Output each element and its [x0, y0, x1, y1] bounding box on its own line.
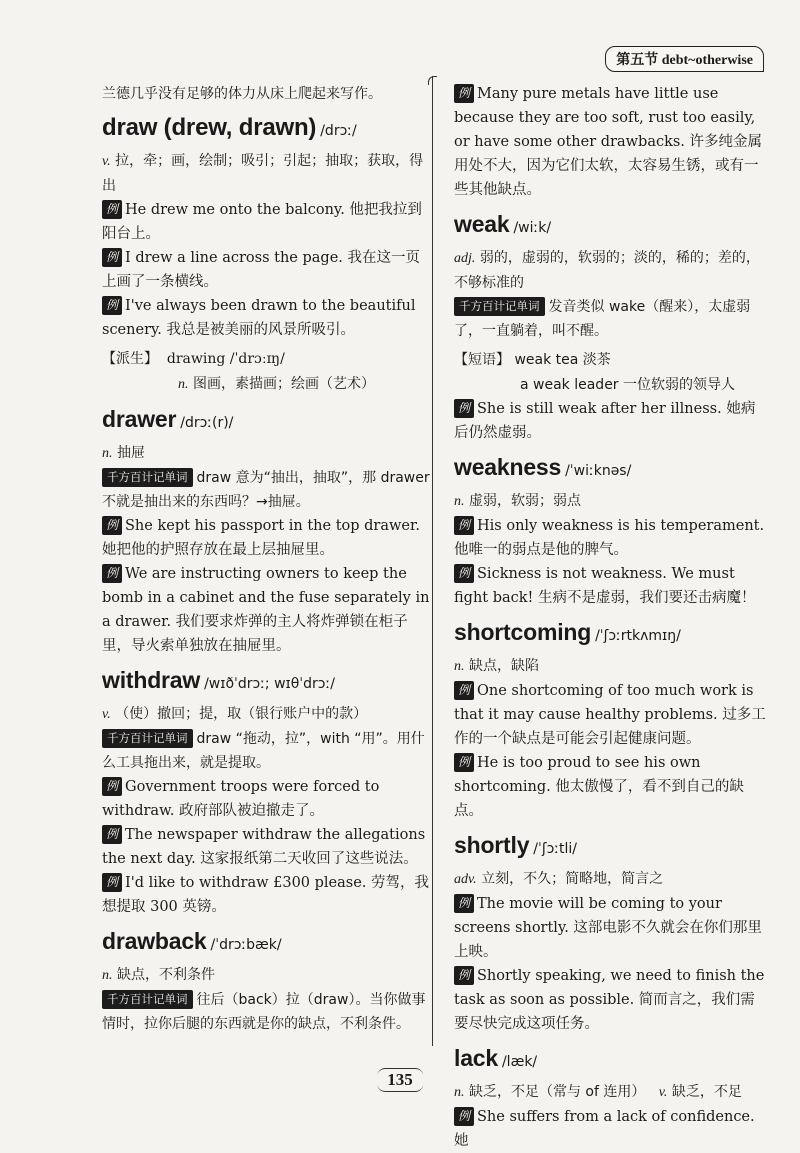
example-icon: 例 — [454, 399, 474, 418]
example: 例 One shortcoming of too much work is that it may cause healthy problems. 过多工作的一个缺点是可能会引起健康问题。 — [454, 683, 766, 747]
memory-tag-icon: 千方百计记单词 — [102, 468, 193, 487]
memory-tip: 千方百计记单词 draw “拖动，拉”，with “用”。用什么工具拖出来，就是提取。 — [102, 731, 425, 771]
example: 例 I'd like to withdraw £300 please. 劳驾，我想提取 300 英镑。 — [102, 875, 430, 915]
entry-withdraw-head — [102, 664, 432, 700]
headword: drawback — [102, 928, 207, 954]
example: 例 She is still weak after her illness. 她病后仍然虚弱。 — [454, 401, 756, 441]
derivative-label: 【派生】 — [102, 351, 158, 367]
definition: n. 虚弱，软弱；弱点 — [454, 493, 581, 509]
example-icon: 例 — [454, 894, 474, 913]
entry-shortcoming-head — [454, 616, 766, 652]
headword: shortly — [454, 832, 530, 858]
headword: draw (drew, drawn) — [102, 114, 317, 141]
memory-tag-icon: 千方百计记单词 — [454, 297, 545, 316]
memory-tip: 千方百计记单词 发音类似 wake（醒来），太虚弱了，一直躺着，叫不醒。 — [454, 299, 751, 339]
entry-shortly-head — [454, 829, 766, 865]
entry-drawback-head — [102, 925, 432, 961]
entry-weak-head — [454, 208, 766, 244]
memory-tip: 千方百计记单词 往后（back）拉（draw）。当你做事情时，拉你后腿的东西就是你的缺点，不利条件。 — [102, 992, 426, 1032]
example-icon: 例 — [454, 564, 474, 583]
pronunciation: /drɔː/ — [320, 123, 357, 139]
example: 例 He drew me onto the balcony. 他把我拉到阳台上。 — [102, 202, 422, 242]
derivative — [102, 346, 432, 372]
derivative-word: drawing /ˈdrɔːɪŋ/ — [166, 351, 285, 367]
headword: shortcoming — [454, 619, 592, 645]
page-number: 135 — [377, 1068, 423, 1092]
pronunciation: /ˈʃɔːtli/ — [533, 841, 577, 857]
example-icon: 例 — [102, 777, 122, 796]
example: 例 Sickness is not weakness. We must fight back! 生病不是虚弱，我们要还击病魔！ — [454, 566, 756, 606]
phrase-label: 【短语】 — [454, 352, 510, 368]
example-icon: 例 — [102, 873, 122, 892]
entry-draw-head — [102, 112, 432, 147]
entry-drawer-head — [102, 403, 432, 439]
part-of-speech: v. — [102, 154, 111, 169]
example-icon: 例 — [454, 966, 474, 985]
pronunciation: /ˈwiːknəs/ — [565, 463, 632, 479]
headword: withdraw — [102, 667, 201, 693]
example-icon: 例 — [454, 516, 474, 535]
definition: n. 缺乏，不足（常与 of 连用） v. 缺乏，不足 — [454, 1084, 742, 1100]
column-divider — [432, 76, 433, 1046]
derivative-definition: n. 图画，素描画；绘画（艺术） — [178, 376, 375, 392]
example-icon: 例 — [454, 753, 474, 772]
memory-tag-icon: 千方百计记单词 — [102, 729, 193, 748]
example-icon: 例 — [102, 200, 122, 219]
example: 例 I've always been drawn to the beautiful scenery. 我总是被美丽的风景所吸引。 — [102, 298, 416, 338]
example: 例 She suffers from a lack of confidence. 她 — [454, 1109, 755, 1149]
definition: v. 拉，牵；画，绘制；吸引；引起；抽取；获取，得出 — [102, 153, 424, 194]
pronunciation: /wiːk/ — [513, 220, 552, 236]
example-icon: 例 — [454, 84, 474, 103]
phrase-item: a weak leader 一位软弱的领导人 — [520, 377, 736, 393]
headword: lack — [454, 1045, 498, 1071]
definition: n. 缺点，不利条件 — [102, 967, 215, 983]
pronunciation: /læk/ — [501, 1054, 538, 1070]
example-icon: 例 — [102, 825, 122, 844]
example: 例 We are instructing owners to keep the bomb in a cabinet and the fuse separately in a drawer. 我们要求炸弹的主人将炸弹锁在柜子里，导火索单独放在抽屉里。 — [102, 566, 430, 654]
headword: drawer — [102, 406, 177, 432]
continued-sentence: 兰德几乎没有足够的体力从床上爬起来写作。 — [102, 86, 382, 102]
memory-tip: 千方百计记单词 draw 意为“抽出，抽取”，那 drawer 不就是抽出来的东西吗？→抽屉。 — [102, 470, 430, 510]
left-column — [102, 82, 432, 1036]
example: 例 His only weakness is his temperament. 他唯一的弱点是他的脾气。 — [454, 518, 765, 558]
example-icon: 例 — [454, 681, 474, 700]
phrases: 【短语】 weak tea 淡茶 — [454, 352, 611, 368]
example: 例 Shortly speaking, we need to finish the task as soon as possible. 简而言之，我们需要尽快完成这项任务。 — [454, 968, 765, 1032]
example-icon: 例 — [102, 248, 122, 267]
entry-lack-head — [454, 1042, 766, 1078]
example: 例 Many pure metals have little use because they are too soft, rust too easily, or have some other drawbacks. 许多纯金属用处不大，因为它们太软，太容易生锈，或有一些其他缺点。 — [454, 86, 763, 198]
example-icon: 例 — [102, 296, 122, 315]
right-column — [454, 82, 766, 1153]
pronunciation: /ˈdrɔːbæk/ — [210, 937, 282, 953]
pronunciation: /ˈʃɔːrtkʌmɪŋ/ — [595, 628, 681, 644]
headword: weakness — [454, 454, 562, 480]
example-icon: 例 — [102, 516, 122, 535]
pronunciation: /drɔː(r)/ — [180, 415, 234, 431]
definition: v. （使）撤回；提，取（银行账户中的款） — [102, 706, 368, 722]
headword: weak — [454, 211, 510, 237]
section-header: 第五节 debt~otherwise — [605, 46, 764, 72]
example: 例 The newspaper withdraw the allegations the next day. 这家报纸第二天收回了这些说法。 — [102, 827, 426, 867]
definition: n. 缺点，缺陷 — [454, 658, 539, 674]
example: 例 She kept his passport in the top drawer. 她把他的护照存放在最上层抽屉里。 — [102, 518, 420, 558]
example-icon: 例 — [454, 1107, 474, 1126]
definition: adv. 立刻，不久；简略地，简言之 — [454, 871, 664, 887]
example: 例 I drew a line across the page. 我在这一页上画了一条横线。 — [102, 250, 420, 290]
definition: adj. 弱的，虚弱的，软弱的；淡的，稀的；差的，不够标准的 — [454, 250, 760, 291]
example-icon: 例 — [102, 564, 122, 583]
definition: n. 抽屉 — [102, 445, 145, 461]
memory-tag-icon: 千方百计记单词 — [102, 990, 193, 1009]
example: 例 Government troops were forced to withdraw. 政府部队被迫撤走了。 — [102, 779, 380, 819]
example: 例 He is too proud to see his own shortcoming. 他太傲慢了，看不到自己的缺点。 — [454, 755, 744, 819]
example: 例 The movie will be coming to your screens shortly. 这部电影不久就会在你们那里上映。 — [454, 896, 762, 960]
pronunciation: /wɪðˈdrɔː; wɪθˈdrɔː/ — [204, 676, 335, 692]
entry-weakness-head — [454, 451, 766, 487]
